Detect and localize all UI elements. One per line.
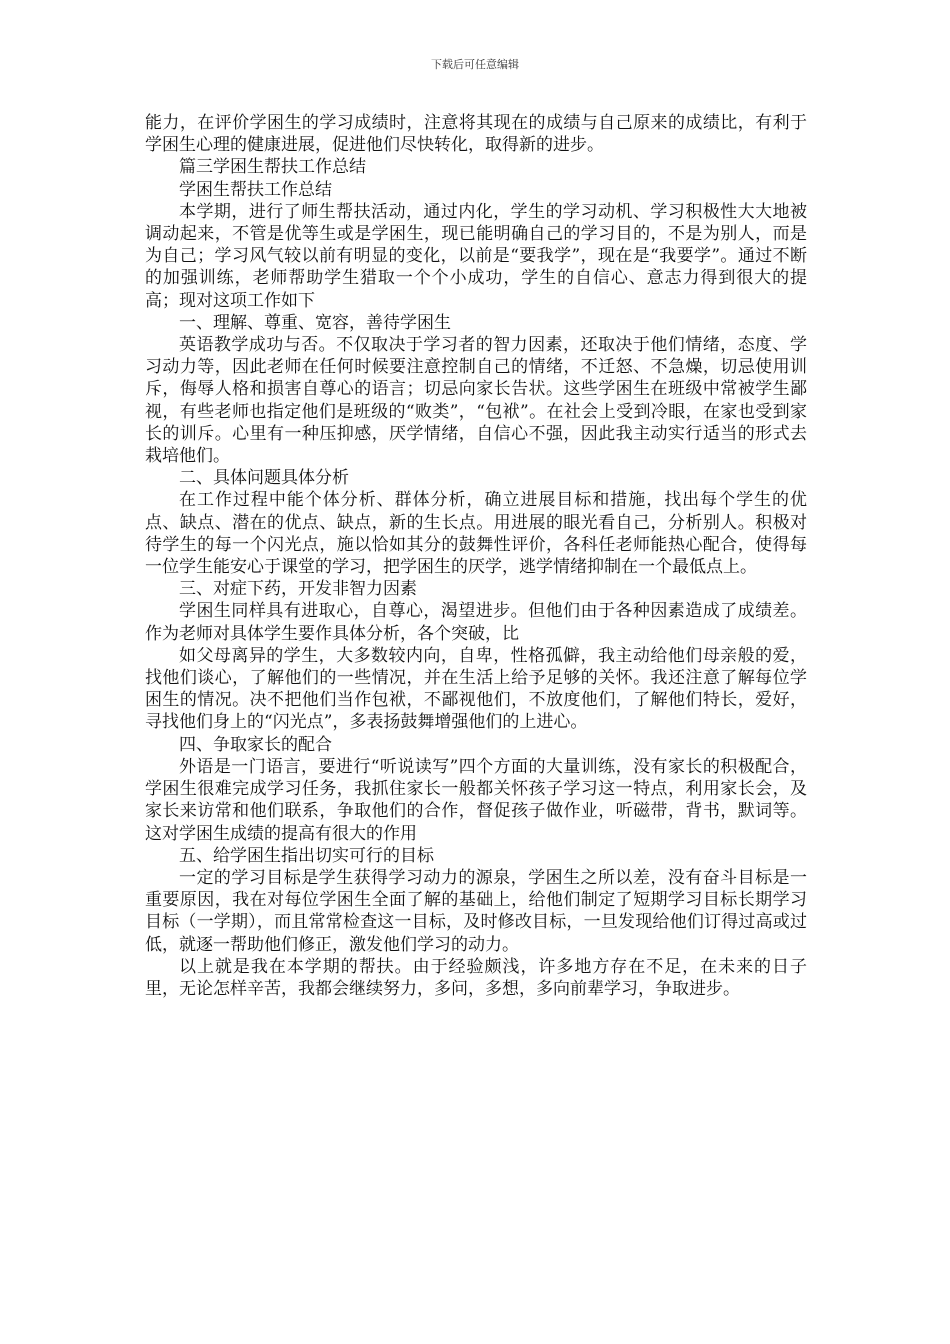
page-header-note: 下载后可任意编辑 bbox=[431, 58, 519, 71]
section-heading: 一、理解、尊重、宽容，善待学困生 bbox=[179, 312, 451, 333]
section-heading: 三、对症下药，开发非智力因素 bbox=[179, 579, 417, 600]
paragraph: 学困生同样具有进取心，自尊心，渴望进步。但他们由于各种因素造成了成绩差。作为老师对具体学生要作具体分析，各个突破，比 bbox=[145, 601, 807, 644]
section-heading: 二、具体问题具体分析 bbox=[179, 468, 349, 489]
section-heading: 五、给学困生指出切实可行的目标 bbox=[179, 845, 434, 866]
paragraph: 如父母离异的学生，大多数较内向，自卑，性格孤僻，我主动给他们母亲般的爱，找他们谈心，了解他们的一些情况，并在生活上给予足够的关怀。我还注意了解每位学困生的情况。决不把他们当作包袱，不鄙视他们，不放度他们，了解他们特长，爱好，寻找他们身上的“闪光点”，多表扬鼓舞增强他们的上进心。 bbox=[145, 645, 807, 733]
paragraph: 英语教学成功与否。不仅取决于学习者的智力因素，还取决于他们情绪，态度、学习动力等，因此老师在任何时候要注意控制自己的情绪，不迁怒、不急燥，切忌使用训斥，侮辱人格和损害自尊心的语言；切忌向家长告状。这些学困生在班级中常被学生鄙视，有些老师也指定他们是班级的“败类”，“包袱”。在社会上受到冷眼，在家也受到家长的训斥。心里有一种压抑感，厌学情绪，自信心不强，因此我主动实行适当的形式去栽培他们。 bbox=[145, 335, 807, 467]
paragraph: 外语是一门语言，要进行“听说读写”四个方面的大量训练，没有家长的积极配合，学困生很难完成学习任务，我抓住家长一般都关怀孩子学习这一特点，利用家长会，及家长来访常和他们联系，争取他们的合作，督促孩子做作业，听磁带，背书，默词等。这对学困生成绩的提高有很大的作用 bbox=[145, 756, 807, 844]
section-heading: 四、争取家长的配合 bbox=[179, 734, 332, 755]
document-title: 学困生帮扶工作总结 bbox=[179, 179, 332, 200]
paragraph: 以上就是我在本学期的帮扶。由于经验颇浅，许多地方存在不足，在未来的日子里，无论怎样辛苦，我都会继续努力，多问，多想，多向前辈学习，争取进步。 bbox=[145, 956, 807, 999]
document-body bbox=[145, 112, 807, 1000]
paragraph: 一定的学习目标是学生获得学习动力的源泉，学困生之所以差，没有奋斗目标是一重要原因，我在对每位学困生全面了解的基础上，给他们制定了短期学习目标长期学习目标（一学期），而且常常检查这一目标，及时修改目标，一旦发现给他们订得过高或过低，就逐一帮助他们修正，激发他们学习的动力。 bbox=[145, 867, 807, 955]
section-title: 篇三学困生帮扶工作总结 bbox=[179, 157, 366, 178]
paragraph: 本学期，进行了师生帮扶活动，通过内化，学生的学习动机、学习积极性大大地被调动起来，不管是优等生或是学困生，现已能明确自己的学习目的，不是为别人，而是为自己；学习风气较以前有明显的变化，以前是“要我学”，现在是“我要学”。通过不断的加强训练，老师帮助学生猎取一个个小成功，学生的自信心、意志力得到很大的提高；现对这项工作如下 bbox=[145, 201, 807, 311]
paragraph: 在工作过程中能个体分析、群体分析，确立进展目标和措施，找出每个学生的优点、缺点、潜在的优点、缺点，新的生长点。用进展的眼光看自己，分析别人。积极对待学生的每一个闪光点，施以恰如其分的鼓舞性评价，各科任老师能热心配合，使得每一位学生能安心于课堂的学习，把学困生的厌学，逃学情绪抑制在一个最低点上。 bbox=[145, 490, 807, 578]
paragraph: 能力，在评价学困生的学习成绩时，注意将其现在的成绩与自己原来的成绩比，有利于学困生心理的健康进展，促进他们尽快转化，取得新的进步。 bbox=[145, 113, 807, 156]
